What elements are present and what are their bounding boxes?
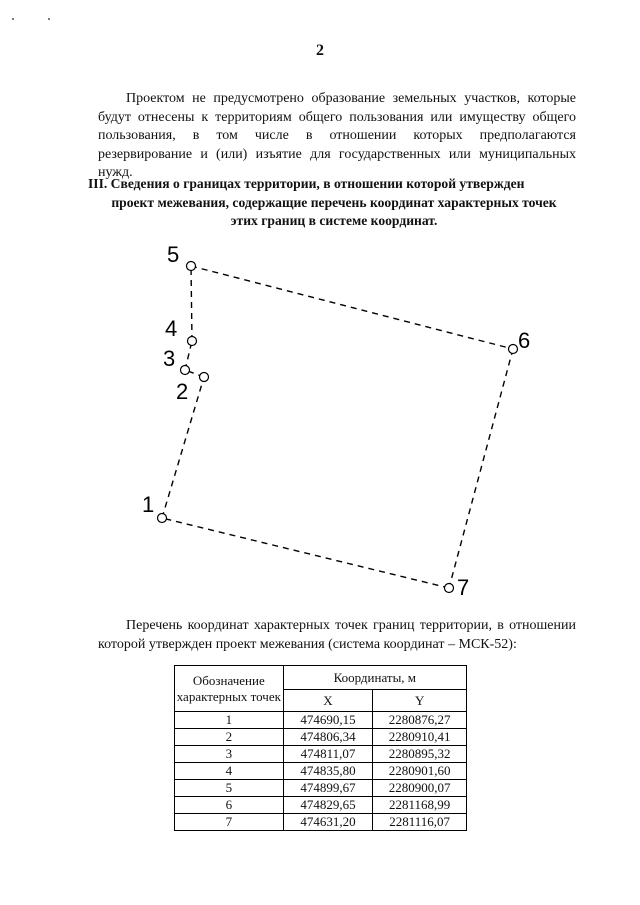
section-heading-line1: III. Сведения о границах территории, в отношении которой утвержден	[88, 176, 525, 191]
point-label-5: 5	[167, 242, 180, 267]
boundary-segment	[191, 266, 192, 341]
y-cell: 2281116,07	[373, 814, 467, 831]
intro-paragraph: Проектом не предусмотрено образование земельных участков, которые будут отнесены к территориям общего пользования или имуществу общего пользования, в том числе в отношении которых предполагаются резервирование и (или) изъятие для государственных или муниципальных нужд.	[98, 91, 576, 180]
x-cell: 474899,67	[283, 780, 373, 797]
points-column-header: Обозначение характерных точек	[175, 666, 284, 712]
point-label-2: 2	[176, 379, 189, 404]
y-cell: 2280901,60	[373, 763, 467, 780]
coordinates-intro: Перечень координат характерных точек границ территории, в отношении которой утвержден проект межевания (система координат – МСК-52):	[98, 618, 576, 652]
point-label-6: 6	[518, 328, 531, 353]
section-heading-line3: этих границ в системе координат.	[230, 213, 438, 228]
point-cell: 3	[175, 746, 284, 763]
point-marker-7	[445, 584, 454, 593]
point-marker-4	[188, 337, 197, 346]
boundary-segment	[162, 518, 449, 588]
table-row	[175, 780, 467, 797]
table-row	[175, 763, 467, 780]
point-cell: 1	[175, 712, 284, 729]
section-heading-line2: проект межевания, содержащие перечень координат характерных точек	[111, 194, 557, 210]
y-column-header: Y	[373, 690, 467, 712]
x-cell: 474835,80	[283, 763, 373, 780]
point-cell: 2	[175, 729, 284, 746]
point-marker-6	[509, 345, 518, 354]
point-marker-1	[158, 514, 167, 523]
point-label-3: 3	[163, 346, 176, 371]
y-cell: 2281168,99	[373, 797, 467, 814]
x-column-header: X	[283, 690, 373, 712]
point-marker-3	[181, 366, 190, 375]
table-row	[175, 814, 467, 831]
x-cell: 474690,15	[283, 712, 373, 729]
x-cell: 474631,20	[283, 814, 373, 831]
point-marker-2	[200, 373, 209, 382]
point-cell: 6	[175, 797, 284, 814]
y-cell: 2280876,27	[373, 712, 467, 729]
y-cell: 2280910,41	[373, 729, 467, 746]
point-cell: 5	[175, 780, 284, 797]
boundary-segment	[449, 349, 513, 588]
table-row	[175, 712, 467, 729]
point-marker-5	[187, 262, 196, 271]
boundary-segment	[191, 266, 513, 349]
x-cell: 474829,65	[283, 797, 373, 814]
table-row	[175, 746, 467, 763]
point-label-4: 4	[165, 316, 178, 341]
table-row	[175, 729, 467, 746]
y-cell: 2280895,32	[373, 746, 467, 763]
point-label-1: 1	[142, 492, 155, 517]
point-label-7: 7	[457, 575, 470, 600]
coordinates-header: Координаты, м	[283, 666, 466, 690]
x-cell: 474811,07	[283, 746, 373, 763]
x-cell: 474806,34	[283, 729, 373, 746]
y-cell: 2280900,07	[373, 780, 467, 797]
coordinates-table	[174, 665, 467, 831]
table-row	[175, 797, 467, 814]
page-number: 2	[316, 42, 324, 59]
point-cell: 4	[175, 763, 284, 780]
point-cell: 7	[175, 814, 284, 831]
